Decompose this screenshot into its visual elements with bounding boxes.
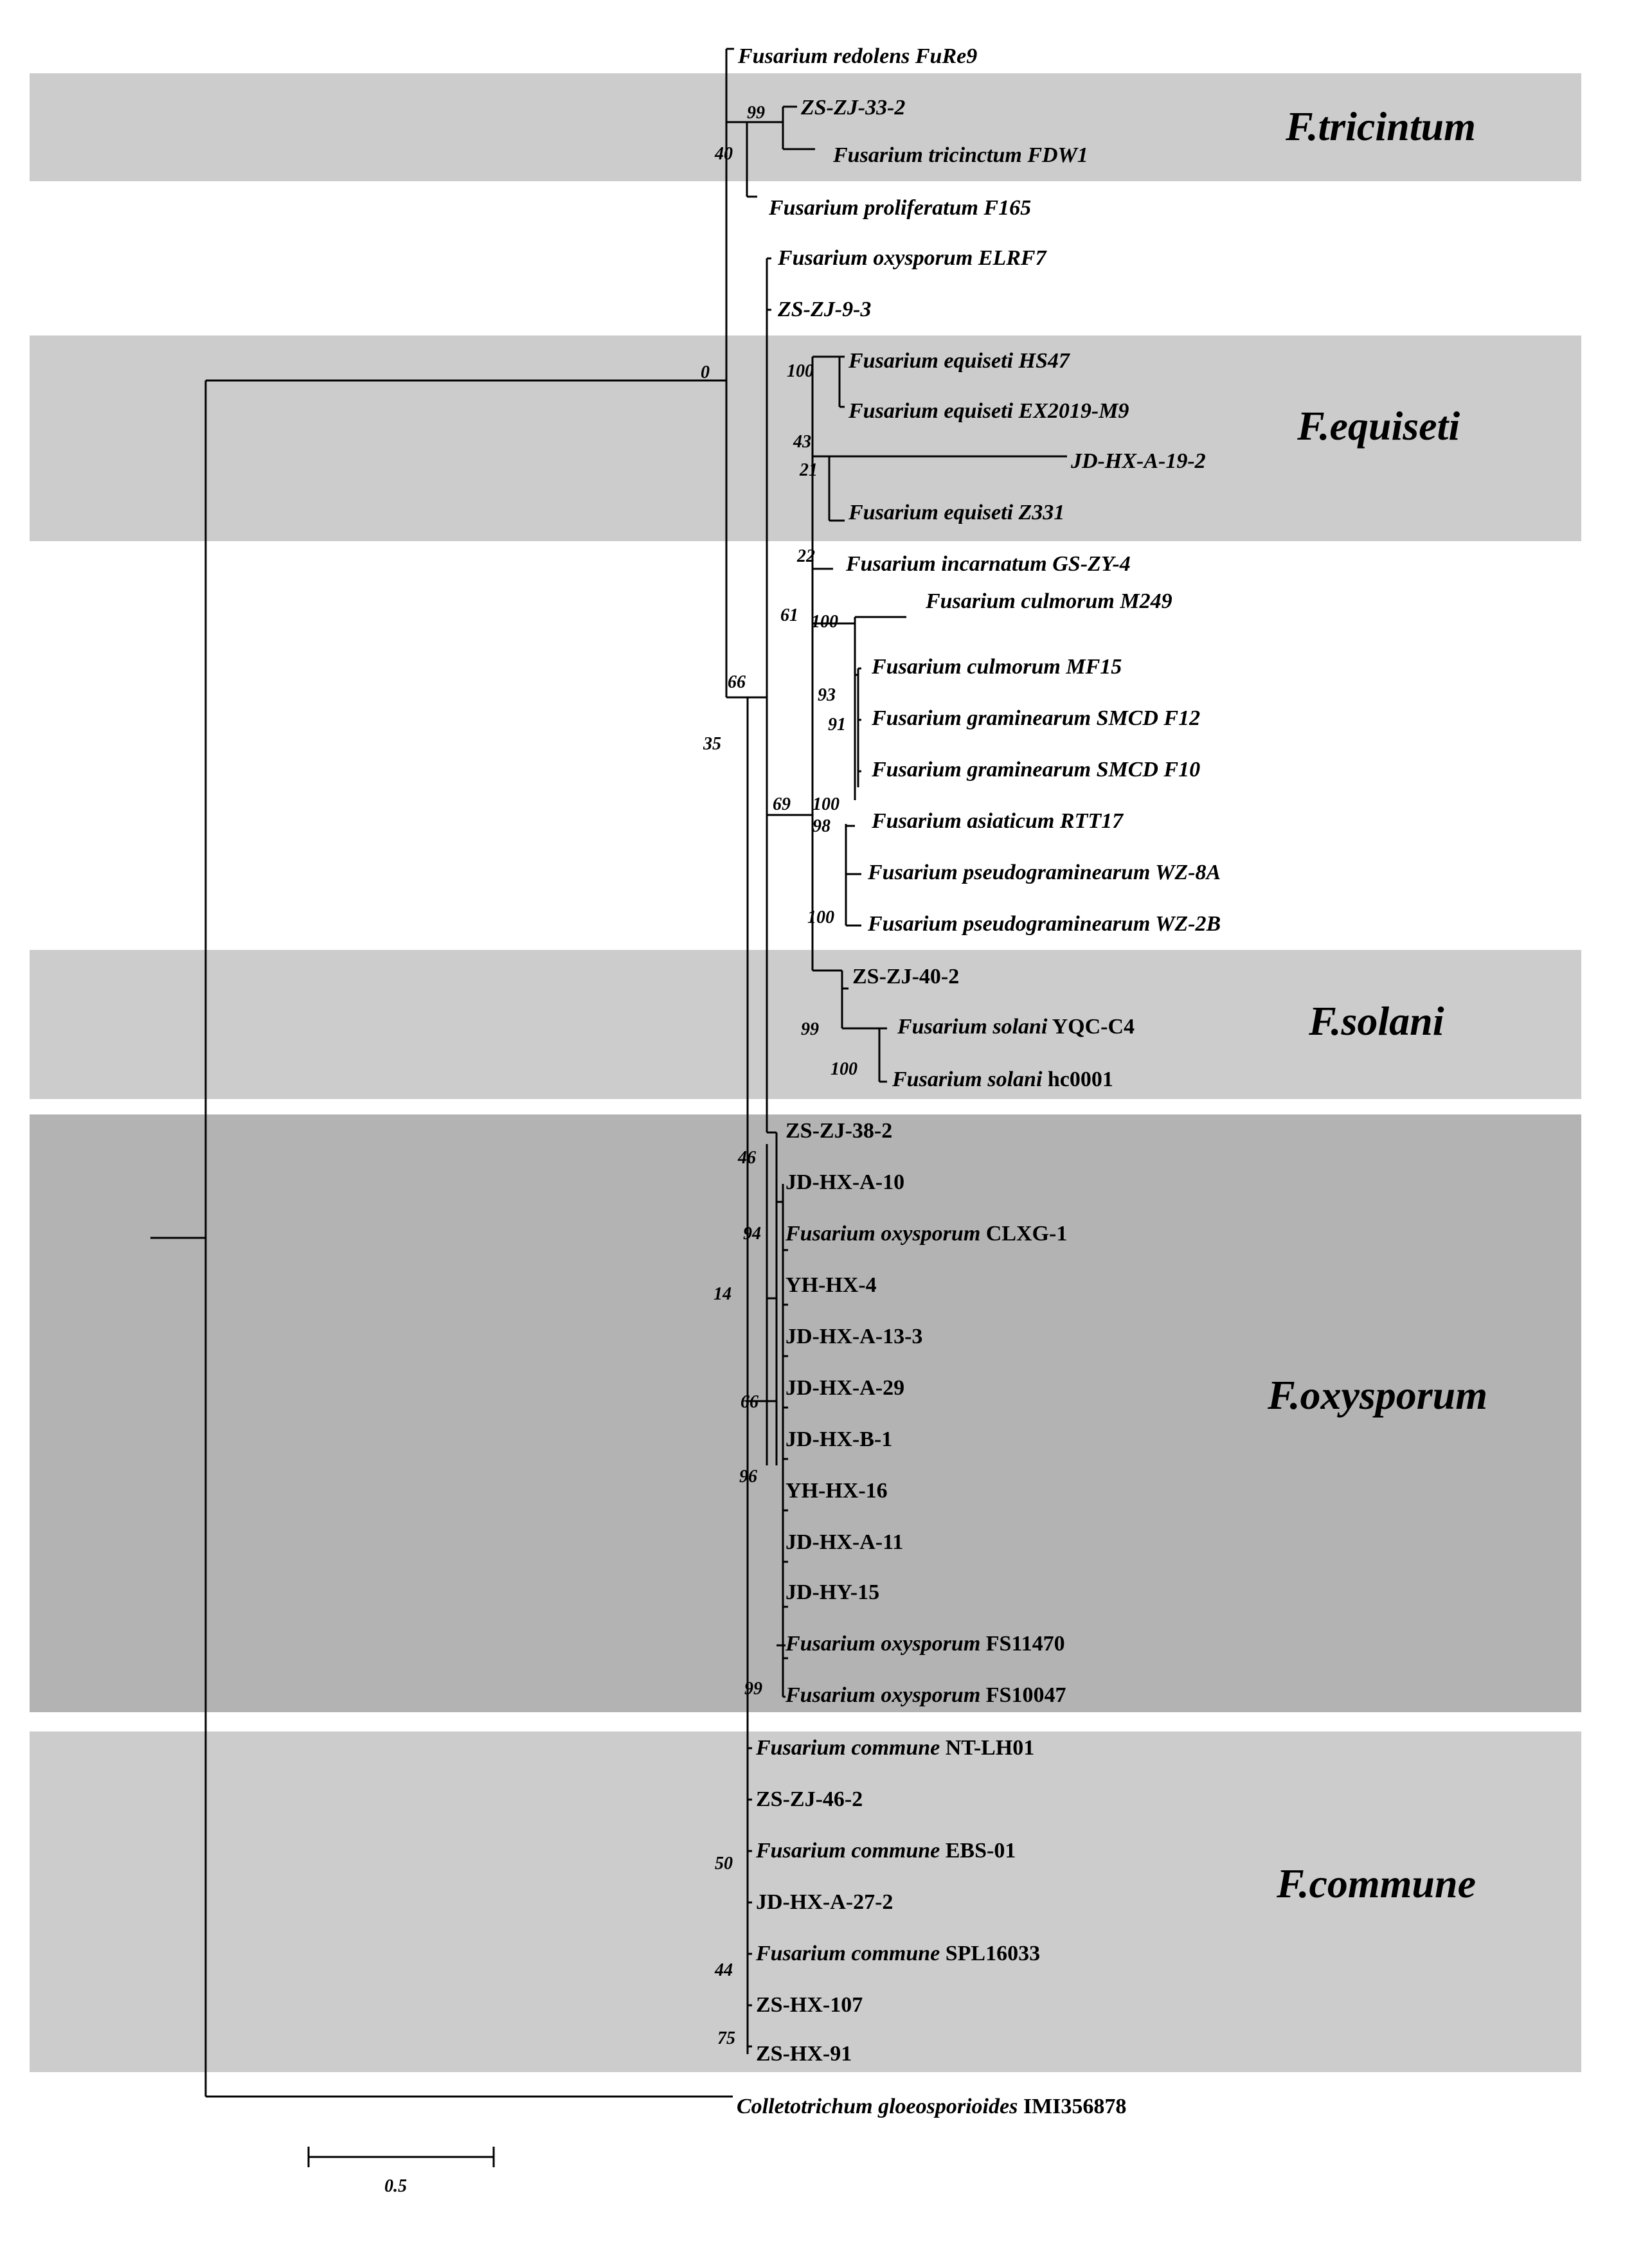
bootstrap-value: 50 xyxy=(715,1854,733,1874)
leaf-label: Fusarium culmorum M249 xyxy=(926,589,1172,613)
leaf-label: JD-HX-A-29 xyxy=(786,1376,905,1400)
leaf-label: Fusarium commune NT-LH01 xyxy=(756,1736,1035,1760)
bootstrap-value: 100 xyxy=(811,612,838,632)
leaf-label: Fusarium graminearum SMCD F12 xyxy=(872,706,1201,730)
leaf-label: YH-HX-16 xyxy=(786,1479,888,1503)
leaf-label: ZS-HX-91 xyxy=(756,2042,852,2066)
leaf-label: Fusarium asiaticum RTT17 xyxy=(872,809,1124,833)
bootstrap-value: 46 xyxy=(738,1148,756,1168)
bootstrap-value: 21 xyxy=(800,460,818,480)
bootstrap-value: 61 xyxy=(780,605,798,625)
bootstrap-value: 66 xyxy=(741,1392,759,1412)
leaf-label: Fusarium equiseti EX2019-M9 xyxy=(848,399,1129,423)
clade-label-solani: F.solani xyxy=(1309,998,1444,1044)
leaf-label: Fusarium commune SPL16033 xyxy=(756,1942,1041,1965)
bootstrap-value: 100 xyxy=(830,1059,857,1079)
bootstrap-value: 35 xyxy=(703,734,721,754)
leaf-label: Fusarium pseudograminearum WZ-2B xyxy=(868,912,1221,936)
leaf-label: JD-HX-A-27-2 xyxy=(756,1890,893,1914)
clade-label-equiseti: F.equiseti xyxy=(1297,403,1460,449)
bootstrap-value: 22 xyxy=(797,546,815,566)
leaf-label: JD-HY-15 xyxy=(786,1580,880,1604)
bootstrap-value: 75 xyxy=(717,2028,735,2048)
bootstrap-value: 93 xyxy=(818,685,836,705)
bootstrap-value: 99 xyxy=(801,1019,819,1039)
leaf-label: JD-HX-A-10 xyxy=(786,1170,905,1194)
leaf-label: Fusarium solani YQC-C4 xyxy=(897,1015,1135,1039)
bootstrap-value: 43 xyxy=(793,432,811,452)
clade-label-commune: F.commune xyxy=(1277,1861,1476,1906)
leaf-label: Fusarium tricinctum FDW1 xyxy=(833,143,1088,167)
bootstrap-value: 69 xyxy=(773,794,791,814)
leaf-label: Colletotrichum gloeosporioides IMI356878 xyxy=(737,2095,1127,2118)
leaf-label: ZS-HX-107 xyxy=(756,1993,863,2017)
leaf-label: Fusarium equiseti HS47 xyxy=(848,349,1070,373)
clade-label-oxysporum: F.oxysporum xyxy=(1268,1372,1488,1418)
leaf-label: Fusarium equiseti Z331 xyxy=(848,501,1065,524)
leaf-label: ZS-ZJ-9-3 xyxy=(778,298,872,321)
bootstrap-value: 94 xyxy=(743,1224,761,1244)
bootstrap-value: 98 xyxy=(813,816,830,836)
leaf-label: JD-HX-B-1 xyxy=(786,1427,893,1451)
leaf-label: ZS-ZJ-46-2 xyxy=(756,1787,863,1811)
leaf-label: YH-HX-4 xyxy=(786,1273,877,1297)
leaf-label: Fusarium oxysporum FS10047 xyxy=(786,1683,1066,1707)
bootstrap-value: 100 xyxy=(787,361,814,381)
leaf-label: Fusarium solani hc0001 xyxy=(892,1068,1113,1091)
clade-label-tricintum: F.tricintum xyxy=(1286,103,1476,149)
leaf-label: ZS-ZJ-40-2 xyxy=(852,965,960,988)
leaf-label: Fusarium oxysporum FS11470 xyxy=(786,1632,1065,1656)
bootstrap-value: 91 xyxy=(828,715,846,735)
leaf-label: JD-HX-A-11 xyxy=(786,1530,904,1554)
leaf-label: Fusarium graminearum SMCD F10 xyxy=(872,758,1201,782)
leaf-label: Fusarium incarnatum GS-ZY-4 xyxy=(846,552,1131,576)
leaf-label: Fusarium culmorum MF15 xyxy=(872,655,1122,679)
leaf-label: ZS-ZJ-33-2 xyxy=(801,96,906,120)
leaf-label: Fusarium redolens FuRe9 xyxy=(738,44,978,68)
bootstrap-value: 100 xyxy=(813,794,839,814)
bootstrap-value: 40 xyxy=(715,144,733,164)
leaf-label: Fusarium oxysporum CLXG-1 xyxy=(786,1222,1068,1246)
bootstrap-value: 96 xyxy=(739,1467,757,1487)
bootstrap-value: 14 xyxy=(714,1284,732,1304)
leaf-label: Fusarium pseudograminearum WZ-8A xyxy=(868,861,1221,884)
leaf-label: Fusarium proliferatum F165 xyxy=(769,196,1032,220)
bootstrap-value: 99 xyxy=(747,103,765,123)
scale-bar xyxy=(309,2147,494,2196)
leaf-label: JD-HX-A-19-2 xyxy=(1071,449,1206,473)
leaf-label: ZS-ZJ-38-2 xyxy=(786,1119,893,1143)
leaf-label: Fusarium commune EBS-01 xyxy=(756,1839,1016,1863)
bootstrap-value: 66 xyxy=(728,672,746,692)
leaf-label: JD-HX-A-13-3 xyxy=(786,1325,923,1348)
bootstrap-value: 100 xyxy=(807,908,834,927)
bootstrap-value: 0 xyxy=(701,362,710,382)
leaf-label: Fusarium oxysporum ELRF7 xyxy=(778,246,1046,270)
bootstrap-value: 99 xyxy=(744,1679,762,1699)
bootstrap-value: 44 xyxy=(715,1960,733,1980)
scale-bar-label: 0.5 xyxy=(384,2176,407,2196)
